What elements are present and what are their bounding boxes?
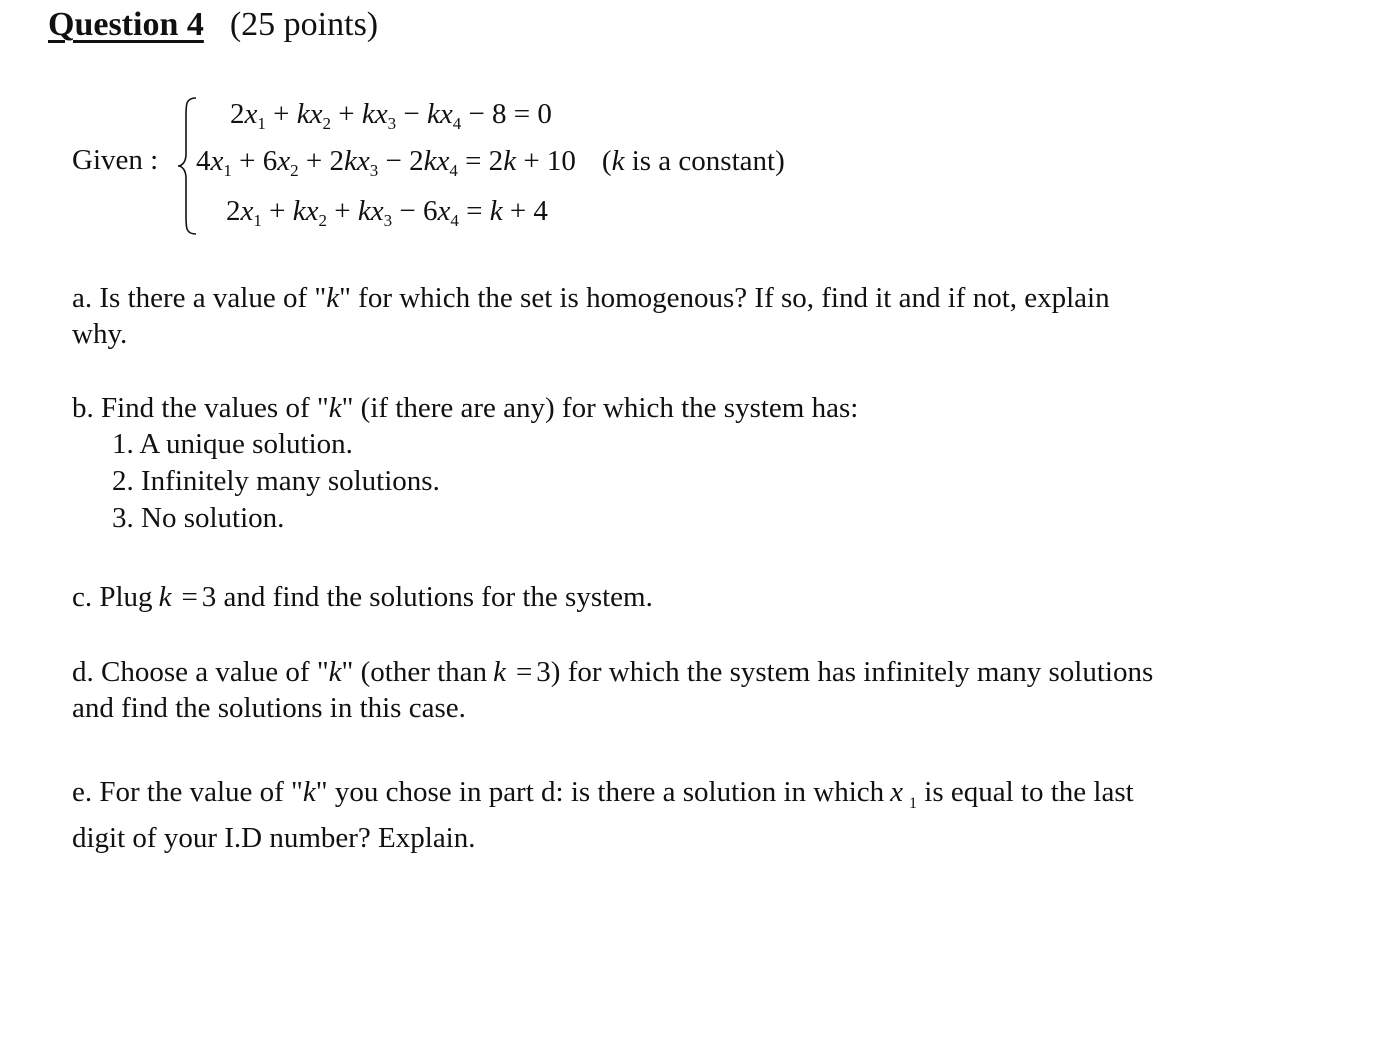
part-d-line1: d. Choose a value of "k" (other than k = 3) for which the system has infinitely many solutions: [72, 656, 1154, 688]
question-points: (25 points): [229, 6, 379, 43]
constant-note: (k is a constant): [601, 145, 785, 177]
equation-1: $2x_1 + kx_2 + kx_3 - kx_4 - 8 = 0$: [230, 98, 552, 133]
question-number: Question 4: [48, 6, 204, 43]
list-item: 2. Infinitely many solutions.: [112, 465, 440, 497]
equation-3: $2x_1 + kx_2 + kx_3 - 6x_4 = k + 4$: [226, 195, 548, 230]
part-a: [72, 280, 1110, 352]
part-e: [72, 769, 1134, 861]
part-e-line1: e. For the value of "k" you chose in part d: is there a solution in which x $_1$ is equal to the last: [72, 776, 1134, 812]
part-e-line2: digit of your I.D number? Explain.: [72, 822, 476, 854]
part-a-line1: a. Is there a value of "k" for which the set is homogenous? If so, find it and if not, explain: [72, 282, 1110, 314]
part-b: b. Find the values of "k" (if there are any) for which the system has:: [72, 392, 859, 424]
equation-2: $4x_1 + 6x_2 + 2kx_3 - 2kx_4 = 2k + 10$ (k is a constant): [196, 145, 785, 180]
given-label: Given :: [72, 144, 159, 176]
question-title: [48, 6, 378, 44]
list-item: 1. A unique solution.: [112, 428, 353, 460]
part-d-line2: and find the solutions in this case.: [72, 692, 466, 724]
part-d: [72, 654, 1153, 726]
part-b-list: [112, 426, 440, 537]
part-a-line2: why.: [72, 318, 128, 350]
part-c: c. Plug k = 3 and find the solutions for the system.: [72, 581, 653, 613]
list-item: 3. No solution.: [112, 502, 285, 534]
